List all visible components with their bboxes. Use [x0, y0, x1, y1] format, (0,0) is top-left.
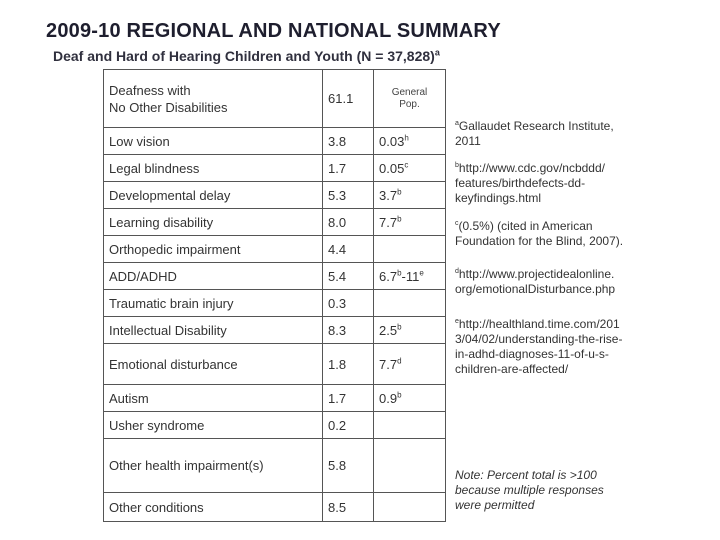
footnote-e-text: http://healthland.time.com/201 3/04/02/understanding-the-rise-in-adhd-diagnoses-11-of-u-s-children-are-affected/	[455, 317, 623, 376]
row-general-value: 7.7	[379, 214, 398, 230]
row-general-pop	[374, 412, 446, 439]
footnote-b-mark: b	[455, 162, 459, 169]
row-value: 4.4	[323, 236, 374, 263]
footnote-e	[455, 317, 635, 377]
row-value: 1.7	[323, 385, 374, 412]
footnote-a	[455, 119, 635, 149]
header-general-pop-cell	[374, 70, 446, 128]
row-general-pop	[374, 128, 446, 155]
row-general-footnote: b	[397, 214, 402, 224]
row-category: Learning disability	[104, 209, 323, 236]
table-row	[104, 493, 446, 522]
row-category: Usher syndrome	[104, 412, 323, 439]
row-category: Low vision	[104, 128, 323, 155]
footnote-d	[455, 267, 655, 297]
footnote-a-text: Gallaudet Research Institute, 2011	[455, 119, 614, 148]
row-category: Legal blindness	[104, 155, 323, 182]
row-category: Other conditions	[104, 493, 323, 522]
footnote-c	[455, 219, 655, 249]
row-value: 8.3	[323, 317, 374, 344]
footnote-c-text: (0.5%) (cited in American Foundation for the Blind, 2007).	[455, 219, 624, 248]
row-general-pop	[374, 344, 446, 385]
footnote-d-mark: d	[455, 268, 459, 275]
table-row	[104, 236, 446, 263]
row-value: 3.8	[323, 128, 374, 155]
row-general-footnote: h	[404, 133, 409, 143]
row-general-footnote: b	[397, 268, 402, 278]
table-row	[104, 412, 446, 439]
row-value: 8.0	[323, 209, 374, 236]
row-value: 5.8	[323, 439, 374, 493]
table-row	[104, 439, 446, 493]
row-general-pop	[374, 290, 446, 317]
page-title: 2009-10 REGIONAL AND NATIONAL SUMMARY	[46, 20, 501, 42]
footnote-b-text: http://www.cdc.gov/ncbddd/ features/birthdefects-dd-keyfindings.html	[455, 161, 605, 205]
row-category: Orthopedic impairment	[104, 236, 323, 263]
row-value: 5.3	[323, 182, 374, 209]
table-row	[104, 155, 446, 182]
header-general-line1: General	[391, 86, 428, 98]
row-general-pop	[374, 155, 446, 182]
row-general-value: 0.03	[379, 133, 405, 149]
row-general-value: 7.7	[379, 356, 398, 372]
row-general-pop	[374, 317, 446, 344]
table-row	[104, 209, 446, 236]
row-value: 1.8	[323, 344, 374, 385]
row-value: 1.7	[323, 155, 374, 182]
subtitle-footnote-mark: a	[434, 47, 440, 58]
row-value: 0.3	[323, 290, 374, 317]
row-value: 5.4	[323, 263, 374, 290]
row-value: 0.2	[323, 412, 374, 439]
header-value-cell: 61.1	[323, 70, 374, 128]
row-general-footnote-end: e	[419, 268, 424, 278]
row-general-pop	[374, 385, 446, 412]
table-row	[104, 344, 446, 385]
row-general-footnote: b	[397, 322, 402, 332]
footnote-a-mark: a	[455, 120, 459, 127]
row-general-pop	[374, 209, 446, 236]
row-general-pop	[374, 263, 446, 290]
row-general-pop	[374, 182, 446, 209]
row-general-value: 0.05	[379, 160, 405, 176]
table-row	[104, 182, 446, 209]
footnote-c-mark: c	[455, 220, 459, 227]
footnote-e-mark: e	[455, 318, 459, 325]
row-category: Autism	[104, 385, 323, 412]
row-general-value: 2.5	[379, 322, 398, 338]
footnote-d-text: http://www.projectidealonline. org/emotionalDisturbance.php	[455, 267, 616, 296]
row-general-footnote: b	[397, 390, 402, 400]
table-row	[104, 128, 446, 155]
subtitle-text: Deaf and Hard of Hearing Children and Youth (N = 37,828)	[53, 48, 435, 64]
header-category-line1: Deafness with	[109, 82, 191, 98]
row-value: 8.5	[323, 493, 374, 522]
row-general-footnote: c	[404, 160, 409, 170]
row-general-value: 3.7	[379, 187, 398, 203]
table-row	[104, 263, 446, 290]
table-row	[104, 385, 446, 412]
page-subtitle	[53, 48, 440, 64]
footnote-b	[455, 161, 645, 206]
header-category-line2: No Other Disabilities	[109, 99, 228, 115]
row-category: Other health impairment(s)	[104, 439, 323, 493]
row-general-footnote: b	[397, 187, 402, 197]
row-category: Intellectual Disability	[104, 317, 323, 344]
table-header-row	[104, 70, 446, 128]
row-general-pop	[374, 493, 446, 522]
row-general-value: 6.7	[379, 268, 398, 284]
table-row	[104, 317, 446, 344]
row-category: ADD/ADHD	[104, 263, 323, 290]
row-general-value-end: -11	[401, 268, 420, 284]
percent-note: Note: Percent total is >100 because multiple responses were permitted	[455, 468, 604, 512]
row-general-pop	[374, 439, 446, 493]
row-general-value: 0.9	[379, 390, 398, 406]
table-row	[104, 290, 446, 317]
row-category: Developmental delay	[104, 182, 323, 209]
row-general-footnote: d	[397, 356, 402, 366]
header-general-line2: Pop.	[399, 98, 420, 110]
row-general-pop	[374, 236, 446, 263]
summary-table	[103, 69, 446, 522]
header-category-cell	[104, 70, 323, 128]
row-category: Emotional disturbance	[104, 344, 323, 385]
row-category: Traumatic brain injury	[104, 290, 323, 317]
